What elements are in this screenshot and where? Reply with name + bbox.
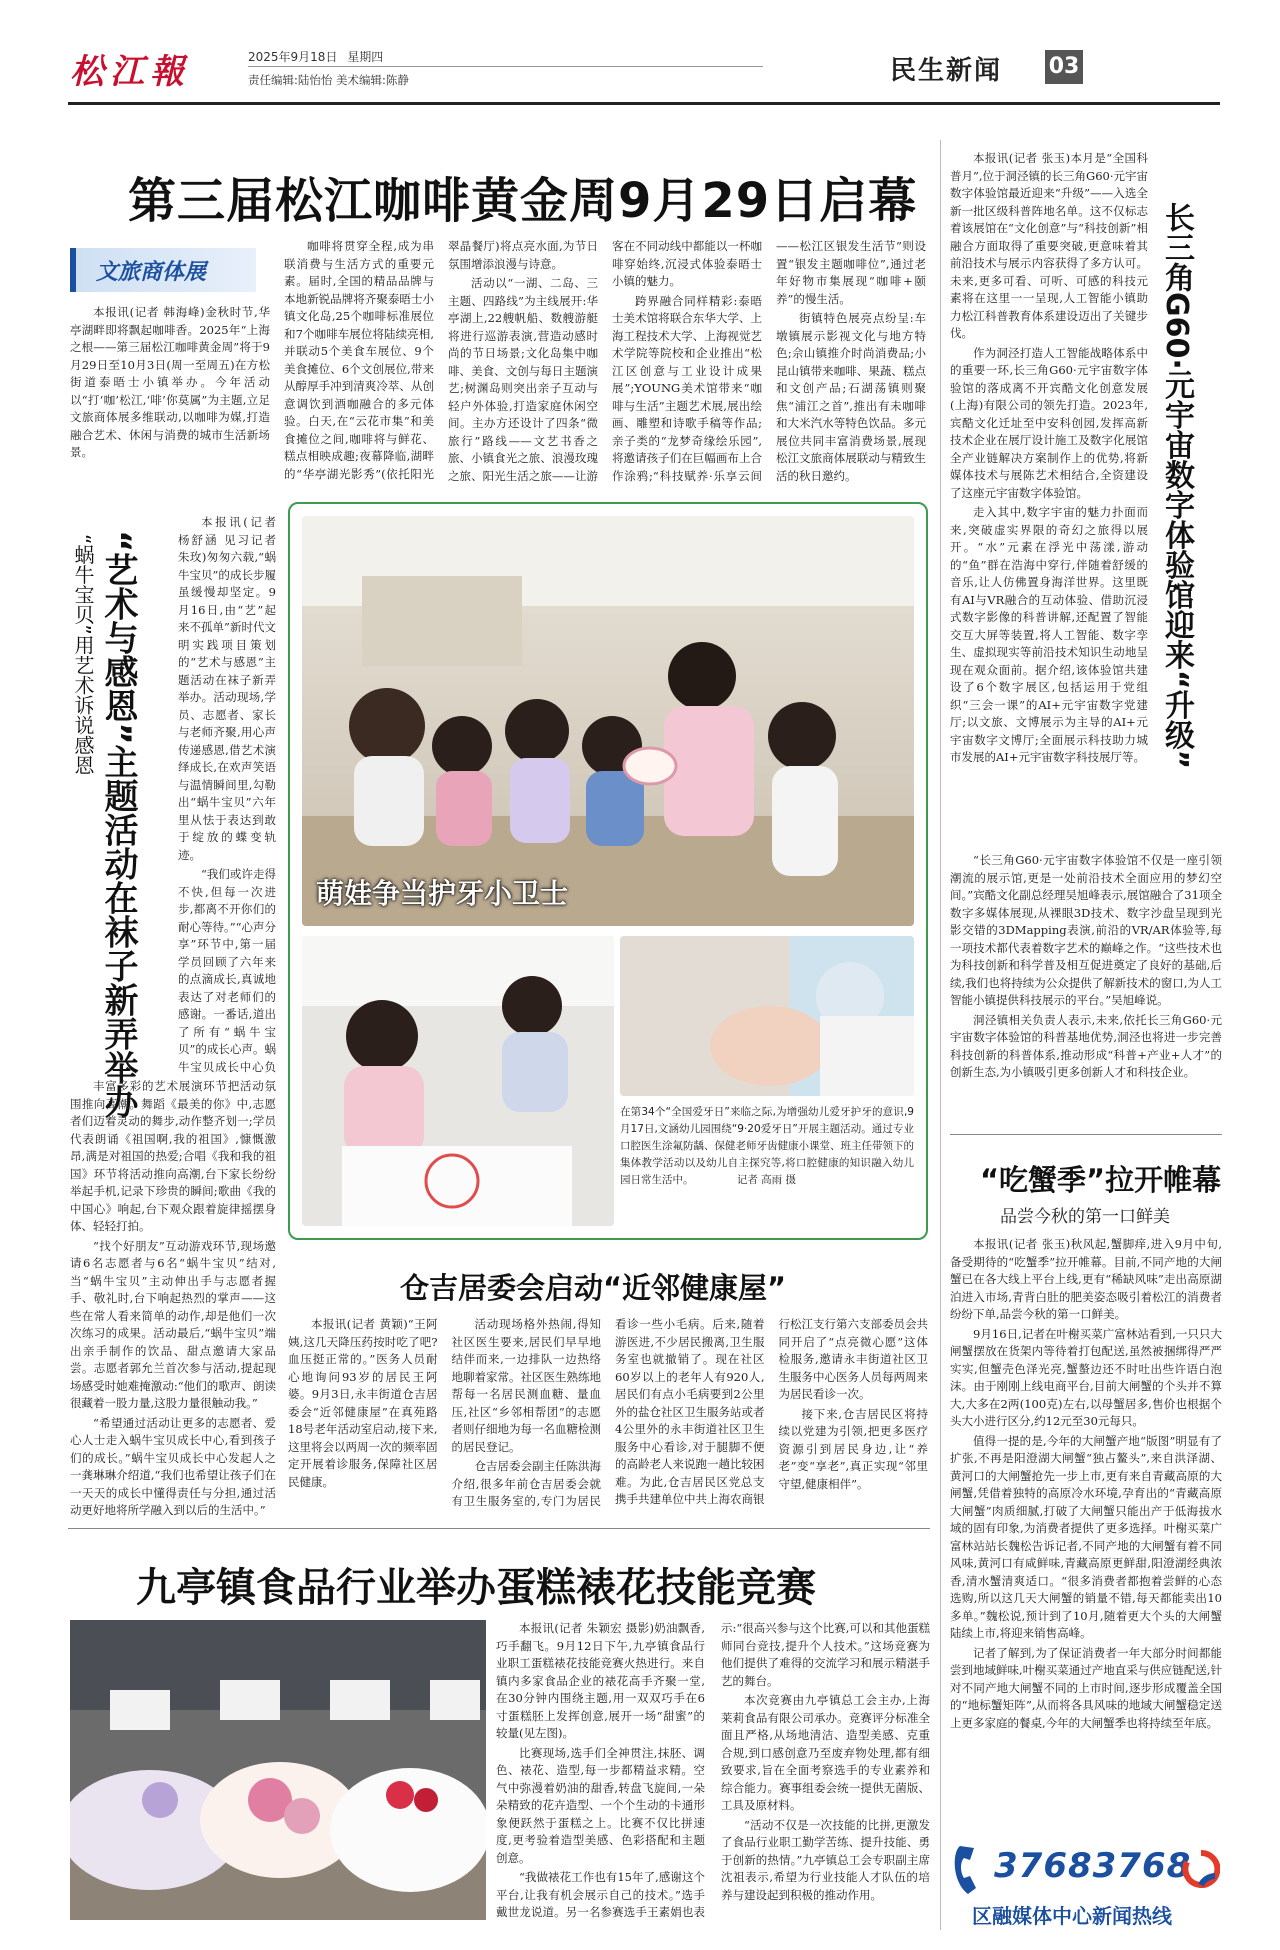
paragraph: 跨界融合同样精彩:泰晤士美术馆将联合东华大学、上海工程技术大学、上海视觉艺术学院等院校和企业推出“松江区创意与工业设计成果展”;YOUNG美术馆带来“咖啡与生活”主题艺术展,展出绘画、雕塑和诗歌手稿等作品;亲子类的“龙梦奇缘绘乐园”,将邀请孩子们在巨幅画布上合作涂鸦;“科技赋养·乐享云间——松江区银发生活节”则设置“银发主题咖啡位”,通过老年好物市集展现“咖啡+颐养”的慢生活。 bbox=[612, 239, 926, 483]
paragraph: “我做裱花工作也有15年了,感谢这个平台,让我有机会展示自己的技术。”选手戴世龙说道。另一名参赛选手王素娟也表示:“很高兴参与这个比赛,可以和其他蛋糕师同台竞技,提升个人技术。”这场竞赛为他们提供了难得的交流学习和展示精湛手艺的舞台。 bbox=[496, 1621, 930, 1919]
paragraph: “长三角G60·元宇宙数字体验馆不仅是一座引领潮流的展示馆,更是一处前沿技术全面应用的梦幻空间。”宾酷文化副总经理吴旭峰表示,展馆融合了31项全数字多媒体展现,从裸眼3D技术、数字沙盘呈现到光影交错的3DMapping表演,前沿的VR/AR体验等,每一项技术都代表着数字艺术的巅峰之作。“这些技术也为科技创新和科学普及相互促进奠定了良好的基础,后续,我们也将持续为公众提供了解新技术的窗口,为人工智能小镇提供科技展示的平台。”吴旭峰说。 bbox=[950, 853, 1222, 1007]
paragraph: “希望通过活动让更多的志愿者、爱心人士走入蜗牛宝贝成长中心,看到孩子们的成长。”蜗牛宝贝成长中心发起人之一龚琳琳介绍道,“我们也希望让孩子们在一天天的成长中懂得责任与分担,通过活动更好地将所学融入到以后的生活中。” bbox=[70, 1415, 276, 1517]
paragraph: 本报讯(记者 张玉)秋风起,蟹脚痒,进入9月中旬,备受期待的“吃蟹季”拉开帷幕。目前,不同产地的大闸蟹已在各大线上平台上线,更有“稀缺风味”走出高原湖泊进入市场,青背白肚的肥美姿态吸引着松江的消费者纷纷下单,品尝今秋的第一口鲜美。 bbox=[950, 1237, 1222, 1321]
paragraph: 本报讯(记者 黄颖)“王阿姨,这几天降压药按时吃了吧?血压挺正常的。”医务人员耐心地询问93岁的居民王阿婆。9月3日,永丰街道仓吉居委会“近邻健康屋”在真苑路18号老年活动室启动,接下来,这里将会以两周一次的频率固定开展着诊服务,保障社区居民健康。 bbox=[288, 1317, 438, 1489]
paragraph: 记者了解到,为了保证消费者一年大部分时间都能尝到地域鲜味,叶榭买菜通过产地直采与供应链配送,针对不同产地大闸蟹不同的上市时间,逐步形成覆盖全国的“地标蟹矩阵”,从而将各具风味的地域大闸蟹稳定送上更多家庭的餐桌,今年的大闸蟹季也将持续至年底。 bbox=[950, 1645, 1222, 1730]
page-number: 03 bbox=[1045, 50, 1083, 84]
paragraph: 本报讯(记者 杨舒涵 见习记者 朱玫)匆匆六载,“蜗牛宝贝”的成长步履虽缓慢却坚定。9月16日,由“艺”起来不孤单”新时代文明实践项目策划的“艺术与感恩”主题活动在袜子新弄举办。活动现场,学员、志愿者、家长与老师齐聚,用心声传递感恩,借艺术演绎成长,在欢声笑语与温情瞬间里,勾勒出“蜗牛宝贝”六年里从怯于表达到敢于绽放的蝶变轨迹。 bbox=[178, 515, 276, 862]
paragraph: “活动不仅是一次技能的比拼,更激发了食品行业职工勤学苦练、提升技能、勇于创新的热情。”九亭镇总工会专职副主席沈祖表示,希望为行业技能人才队伍的培养与建设起到积极的推动作用。 bbox=[721, 1817, 930, 1902]
metaverse-hall-headline: 长三角G60·元宇宙数字体验馆迎来“升级” bbox=[1159, 202, 1194, 770]
media-center-logo-icon bbox=[1182, 1850, 1220, 1888]
health-house-headline: 仓吉居委会启动“近邻健康屋” bbox=[400, 1271, 787, 1305]
issue-date: 2025年9月18日 bbox=[248, 50, 338, 64]
coffee-col-2-4 bbox=[284, 238, 926, 488]
phone-icon bbox=[950, 1842, 992, 1898]
photo-cakes-image bbox=[70, 1620, 486, 1920]
metaverse-body-bottom bbox=[950, 852, 1222, 1132]
paragraph: “我们或许走得不快,但每一次进步,都离不开你们的耐心等待。”“心声分享”环节中,第一届学员回顾了六年来的点滴成长,真诚地表达了对老师们的感谢。一番话,道出了所有“蜗牛宝贝”的成长心声。蜗牛宝贝成长中心负 bbox=[178, 867, 276, 1074]
photo-child-drawing-image bbox=[302, 936, 614, 1226]
paragraph: 值得一提的是,今年的大闸蟹产地“版图”明显有了扩张,不再是阳澄湖大闸蟹“独占鳌头”,来自洪泽湖、黄河口的大闸蟹抢先一步上市,更有来自青藏高原的大闸蟹,凭借着独特的高原冷水环境,孕育出的“青藏高原大闸蟹”肉质细腻,打破了大闸蟹只能出产于低海拔水域的固有印象,为消费者提供了更多选择。叶榭买菜广富林站站长魏松告诉记者,不同产地的大闸蟹有着不同风味,黄河口有咸鲜味,青藏高原更鲜甜,阳澄湖经典浓香,清水蟹清爽适口。“很多消费者都抱着尝鲜的心态选购,所以这几天大闸蟹的销量不错,每天都能卖出10多单。”魏松说,预计到了10月,随着更大个头的大闸蟹陆续上市,将迎来销售高峰。 bbox=[950, 1433, 1222, 1640]
coffee-col-1 bbox=[70, 304, 270, 480]
section-name: 民生新闻 bbox=[890, 56, 1003, 86]
paragraph: 街镇特色展亮点纷呈:车墩镇展示影视文化与地方特色;佘山镇推介时尚消费品;小昆山镇带来咖啡、果蔬、糕点和文创产品;石湖荡镇则聚焦“浦江之首”,推出有未咖啡和大米汽水等特色饮品。多元展位共同丰富消费场景,展现松江文旅商体展联动与精致生活的秋日邀约。 bbox=[776, 311, 926, 483]
masthead bbox=[70, 42, 1220, 94]
photo-title: 萌娃争当护牙小卫士 bbox=[316, 877, 569, 910]
photo-dentist-check-image bbox=[620, 936, 914, 1096]
health-house-body bbox=[288, 1316, 928, 1516]
cake-contest-body bbox=[496, 1620, 930, 1926]
paragraph: 仓吉居委会副主任陈洪海介绍,很多年前仓吉居委会就有卫生服务室的,专门为居民看诊一些小毛病。后来,随着游医进,不少居民搬离,卫生服务室也就撤销了。现在社区60岁以上的老年人有920人,居民们有点小毛病要到2公里外的盐仓社区卫生服务站或者4公里外的永丰街道社区卫生服务中心看诊,对于腿脚不便的高龄老人来说跑一趟比较困难。为此,仓吉居民区党总支携手共建单位中共上海农商银行松江支行第六支部委员会共同开启了“点亮微心愿”这体检服务,邀请永丰街道社区卫生服务中心医务人员每两周来为居民看诊一次。 bbox=[451, 1317, 928, 1508]
crab-season-subhead: 品尝今秋的第一口鲜美 bbox=[1000, 1207, 1170, 1227]
snail-col-1 bbox=[178, 514, 276, 1074]
paragraph: 本次竞赛由九亭镇总工会主办,上海莱莉食品有限公司承办。竞赛评分标准全面且严格,从场地清洁、造型美感、克重合规,到口感创意乃至废弃物处理,都有细致要求,旨在全面考察选手的专业素养和综合能力。赛事组委会统一提供无菌版、工具及原材料。 bbox=[721, 1693, 930, 1812]
section-divider bbox=[68, 1528, 930, 1529]
crab-season-headline: “吃蟹季”拉开帷幕 bbox=[980, 1163, 1222, 1197]
paragraph: 活动以“一湖、二岛、三主题、四路线”为主线展开:华亭湖上,22艘帆船、数艘游艇将进行巡游表演,营造动感时尚的节日场景;文化岛集中咖啡、美食、文创与每日主题演艺;树渊岛则突出亲子互动与轻户外体验,打造家庭休闲空间。主办方还设计了四条“微旅行”路线——文艺书香之旅、小镇食光之旅、浪漫玫瑰之旅、阳光生活之旅——让游客在不同动线中都能以一杯咖啡穿始终,沉浸式体验泰晤士小镇的魅力。 bbox=[448, 239, 762, 483]
hotline-label: 区融媒体中心新闻热线 bbox=[972, 1904, 1172, 1928]
crab-section-divider bbox=[950, 1134, 1222, 1135]
paragraph: 接下来,仓吉居民区将持续以党建为引领,把更多医疗资源引到居民身边,让“养老”变“享老”,真正实现“邻里守望,健康相伴”。 bbox=[778, 1406, 928, 1491]
newspaper-logo: 松江報 bbox=[70, 52, 190, 92]
header-rule bbox=[68, 102, 1220, 105]
photo-caption: 在第34个“全国爱牙日”来临之际,为增强幼儿爱牙护牙的意识,9月17日,文涵幼儿园围绕“9·20爱牙日”开展主题活动。通过专业口腔医生涂氟防龋、保健老师牙齿健康小课堂、班主任带领下的集体教学活动以及幼儿自主探究等,将口腔健康的知识融入幼儿园日常生活中。 bbox=[620, 1106, 914, 1186]
metaverse-body-top bbox=[950, 150, 1148, 850]
hotline-number: 37683768 bbox=[994, 1846, 1192, 1886]
photo-cakes bbox=[70, 1620, 486, 1920]
news-hotline bbox=[950, 1840, 1222, 1932]
paragraph: 本报讯(记者 张玉)本月是“全国科普月”,位于洞泾镇的长三角G60·元宇宙数字体验馆最近迎来“升级”——入选全新一批区级科普阵地名单。这不仅标志着该展馆在“文化创意”与“科技创新”相融合方面取得了重要突破,更意味着其前沿技术与展示内容获得了多方认可。未来,更多可看、可听、可感的科技元素将在这里一一呈现,人工智能小镇助力松江科普教育体系建设迈出了关键步伐。 bbox=[950, 151, 1148, 340]
paragraph: 本报讯(记者 韩海峰)金秋时节,华亭湖畔即将飘起咖啡香。2025年“上海之根——第三届松江咖啡黄金周”将于9月29日至10月3日(周一至周五)在方松街道泰晤士小镇举办。今年活动以“打‘咖’松江,‘啡’你莫属”为主题,立足文旅商体展多维联动,以咖啡为媒,打造融合艺术、休闲与消费的城市生活新场景。 bbox=[70, 305, 270, 459]
paragraph: 咖啡将贯穿全程,成为串联消费与生活方式的重要元素。届时,全国的精品品牌与本地新锐品牌将齐聚泰晤士小镇文化岛,25个咖啡标准展位和7个咖啡车展位将陆续亮相,并联动5个美食车展位、9个美食摊位、6个文创展位,带来从醇厚手冲到清爽冷萃、从创意调饮到酒咖融合的多元体验。白天,在“云花市集”和美食摊位之间,咖啡将与鲜花、糕点相映成趣;夜幕降临,湖畔的“华亭湖光影秀”(依托阳光翠晶餐厅)将点亮水面,为节日氛围增添浪漫与诗意。 bbox=[284, 239, 598, 481]
header-divider bbox=[248, 66, 763, 67]
tag-label: 文旅商体展 bbox=[96, 260, 207, 285]
photo-credit: 记者 高雨 摄 bbox=[736, 1174, 797, 1186]
photo-dentist-check bbox=[620, 936, 914, 1096]
photo-dental-class bbox=[302, 516, 914, 926]
crab-season-body bbox=[950, 1236, 1222, 1832]
paragraph: “找个好朋友”互动游戏环节,现场邀请6名志愿者与6名“蜗牛宝贝”结对,当“蜗牛宝贝”主动伸出手与志愿者握手、敬礼时,台下响起热烈的掌声——这些在常人看来简单的动作,却是他们一次次练习的成果。活动最后,“蜗牛宝贝”端出亲手制作的饮品、甜点邀请大家品尝。志愿者郭允兰首次参与活动,提起现场感受时她难掩激动:“他们的歌声、朗读很藏着一股力量,这股力量很触动我。” bbox=[70, 1238, 276, 1410]
cake-contest-headline: 九亭镇食品行业举办蛋糕裱花技能竞赛 bbox=[136, 1565, 816, 1611]
paragraph: 本报讯(记者 朱颖宏 摄影)奶油飘香,巧手翻飞。9月12日下午,九亭镇食品行业职工蛋糕裱花技能竞赛火热进行。来自镇内多家食品企业的裱花高手齐聚一堂,在30分钟内围绕主题,用一双双巧手在6寸蛋糕胚上发挥创意,展开一场“甜蜜”的较量(见左图)。 bbox=[496, 1621, 705, 1740]
paragraph: 洞泾镇相关负责人表示,未来,依托长三角G60·元宇宙数字体验馆的科普基地优势,洞泾也将进一步完善科技创新的科普体系,推动形成“科普+产业+人才”的创新生态,为小镇吸引更多创新人才和科技企业。 bbox=[950, 1012, 1222, 1079]
paragraph: 活动现场格外热闹,得知社区医生要来,居民们早早地结伴而来,一边排队一边热络地聊着家常。社区医生熟练地帮每一名居民测血糖、量血压,社区“乡邻相帮团”的志愿者则仔细地为每一名血糖检测的居民登记。 bbox=[451, 1317, 601, 1454]
photo-caption-box bbox=[620, 1104, 914, 1226]
paragraph: 9月16日,记者在叶榭买菜广富林站看到,一只只大闸蟹摆放在货架内等待着打包配送,虽然被捆绑得严严实实,但蟹壳色泽光亮,蟹螯边还不时吐出些许语白泡沫。由于刚刚上线电商平台,目前大闸蟹的个头并不算大,大多在2两(100克)左右,以母蟹居多,售价也根据个头大小进行区分,约12元至30元每只。 bbox=[950, 1326, 1222, 1428]
issue-weekday: 星期四 bbox=[347, 50, 384, 64]
paragraph: 走入其中,数字宇宙的魅力扑面而来,突破虚实界限的奇幻之旅得以展开。“水”元素在浮光中荡漾,游动的“鱼”群在浩海中穿行,伴随着舒缓的音乐,让人仿佛置身海洋世界。这里既有AI与VR融合的互动体验、借助沉浸式数字影像的科普讲解,还配置了智能交互大屏等装置,将人工智能、数字孪生、虚拟现实等前沿技术知识生动地呈现在观众面前。据介绍,该体验馆共建设了6个数字展区,包括运用于党组织“三会一课”的AI+元宇宙数字党建厅;以文旅、文博展示为主导的AI+元宇宙数字文博厅;全面展示科技助力城市发展的AI+元宇宙数字科技展厅等。 bbox=[950, 505, 1148, 764]
art-gratitude-headline: “艺术与感恩”主题活动在袜子新弄举办 bbox=[98, 530, 138, 1119]
paragraph: 比赛现场,选手们全神贯注,抹胚、调色、裱花、造型,每一步都精益求精。空气中弥漫着奶油的甜香,转盘飞旋间,一朵朵精致的花卉造型、一个个生动的卡通形象便跃然于蛋糕之上。比赛不仅比拼速度,更考验着造型美感、色彩搭配和主题创意。 bbox=[496, 1745, 705, 1865]
paragraph: 作为洞泾打造人工智能战略体系中的重要一环,长三角G60·元宇宙数字体验馆的落成离不开宾酷文化创意发展(上海)有限公司的领先打造。2023年,宾酷文化迁址至中安科创园,发挥高新技术企业在展厅设计施工及数字化展馆全产业链解决方案制作上的优势,将新媒体技术与展陈艺术相结合,全资建设了这座元宇宙数字体验馆。 bbox=[950, 345, 1148, 500]
coffee-week-headline: 第三届松江咖啡黄金周9月29日启幕 bbox=[128, 173, 918, 229]
snail-col-2 bbox=[70, 1078, 276, 1518]
editors-line: 责任编辑:陆怡怡 美术编辑:陈静 bbox=[248, 73, 409, 87]
photo-dental-class-image bbox=[302, 516, 914, 926]
paragraph: 丰富多彩的艺术展演环节把活动氛围推向高潮。舞蹈《最美的你》中,志愿者们迈着灵动的舞步,动作整齐划一;学员代表朗诵《祖国啊,我的祖国》,慷慨激昂,满是对祖国的热爱;合唱《我和我的祖国》环节将活动推向高潮,台下家长纷纷举起手机,记录下珍贵的瞬间;歌曲《我的中国心》响起,台下观众跟着旋律摇摆身体、轻轻打拍。 bbox=[70, 1079, 276, 1233]
photo-child-drawing bbox=[302, 936, 614, 1226]
right-column-rule bbox=[940, 140, 941, 1930]
culture-tourism-tag bbox=[70, 248, 256, 292]
art-gratitude-subhead: “蜗牛宝贝”用艺术诉说感恩 bbox=[71, 534, 95, 775]
